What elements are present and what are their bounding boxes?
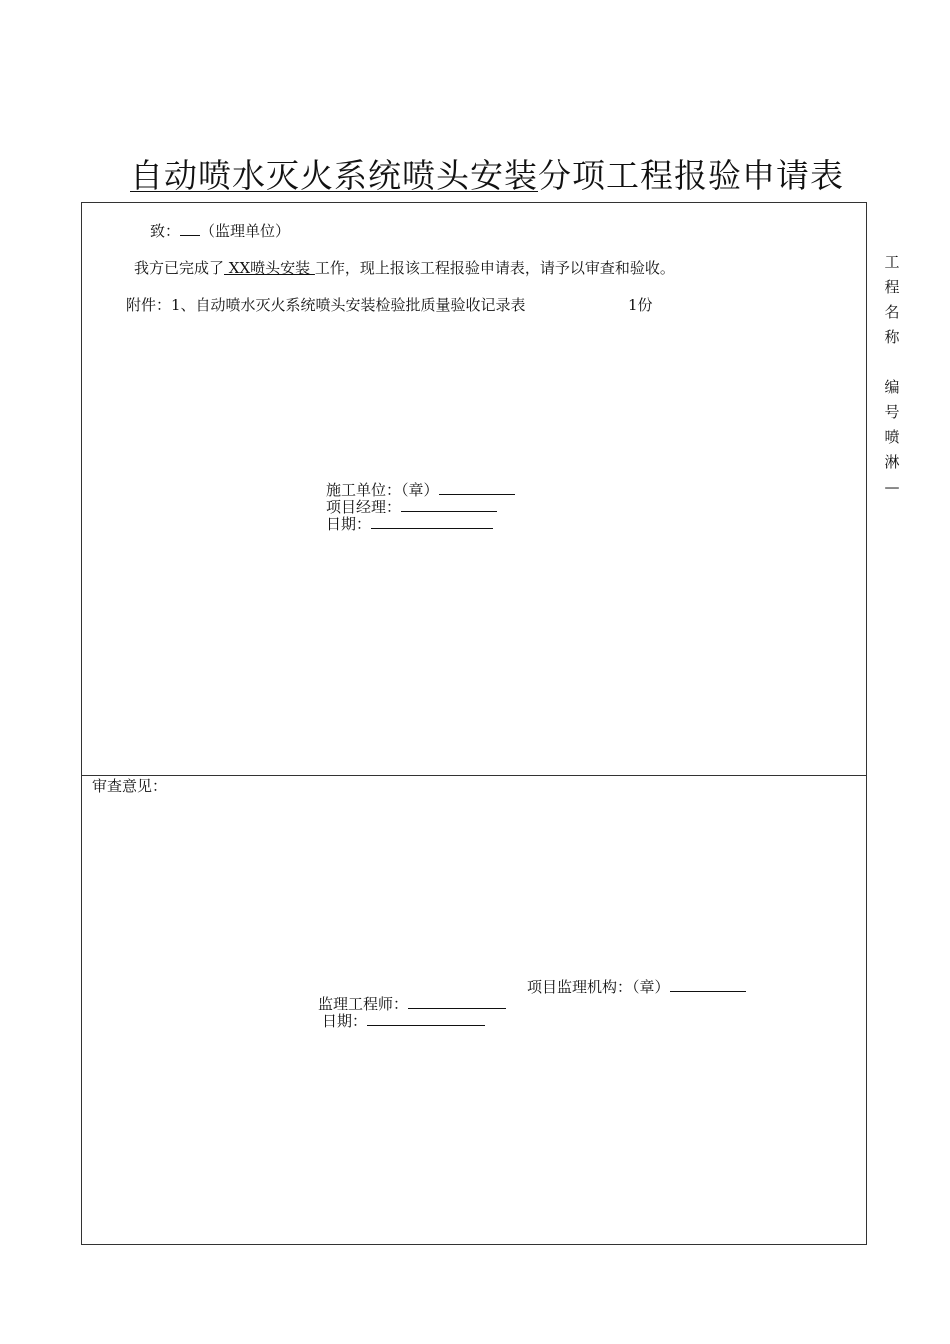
side-char: 编	[884, 378, 900, 396]
attachment-text: 附件：1、自动喷水灭火系统喷头安装检验批质量验收记录表	[126, 296, 526, 314]
statement-before: 我方已完成了	[134, 259, 225, 277]
contractor-unit-line	[326, 481, 515, 499]
side-gap	[882, 350, 902, 375]
agency-line	[527, 978, 746, 996]
to-unit: （监理单位）	[200, 222, 291, 240]
side-char: 称	[884, 328, 900, 346]
manager-line	[326, 498, 497, 516]
engineer-line	[318, 995, 506, 1013]
side-char: 程	[884, 278, 900, 296]
agency-blank[interactable]	[670, 978, 746, 992]
side-column	[882, 250, 902, 500]
manager-blank[interactable]	[401, 498, 497, 512]
statement-line	[134, 259, 675, 277]
side-char: 号	[884, 403, 900, 421]
review-date-line	[322, 1012, 485, 1030]
review-date-blank[interactable]	[367, 1012, 485, 1026]
contractor-unit-blank[interactable]	[439, 481, 515, 495]
contractor-date-line	[326, 515, 493, 533]
statement-after: 工作，现上报该工程报验申请表，请予以审查和验收。	[314, 259, 675, 277]
review-label: 审查意见：	[92, 777, 168, 795]
agency-label: 项目监理机构：（章）	[527, 978, 670, 996]
review-date-label: 日期：	[322, 1012, 368, 1030]
to-label: 致：	[150, 222, 181, 240]
side-char: —	[884, 478, 900, 496]
engineer-blank[interactable]	[408, 995, 506, 1009]
statement-work[interactable]: XX喷头安装	[224, 259, 315, 277]
section-divider	[82, 775, 866, 776]
to-blank[interactable]	[180, 222, 200, 236]
attachment-line	[126, 296, 526, 314]
title-rest: 分项工程报验申请表	[538, 156, 844, 195]
engineer-label: 监理工程师：	[318, 995, 409, 1013]
attachment-count: 1份	[628, 296, 653, 314]
contractor-date-blank[interactable]	[371, 515, 493, 529]
side-char: 工	[884, 253, 900, 271]
side-char: 淋	[884, 453, 900, 471]
manager-label: 项目经理：	[326, 498, 402, 516]
contractor-unit-label: 施工单位：（章）	[326, 481, 439, 499]
to-line	[150, 222, 290, 240]
form-title	[130, 150, 890, 197]
form-table	[81, 202, 867, 1245]
side-char: 名	[884, 303, 900, 321]
contractor-date-label: 日期：	[326, 515, 372, 533]
side-char: 喷	[884, 428, 900, 446]
title-underlined: 自动喷水灭火系统喷头安装	[130, 156, 538, 195]
